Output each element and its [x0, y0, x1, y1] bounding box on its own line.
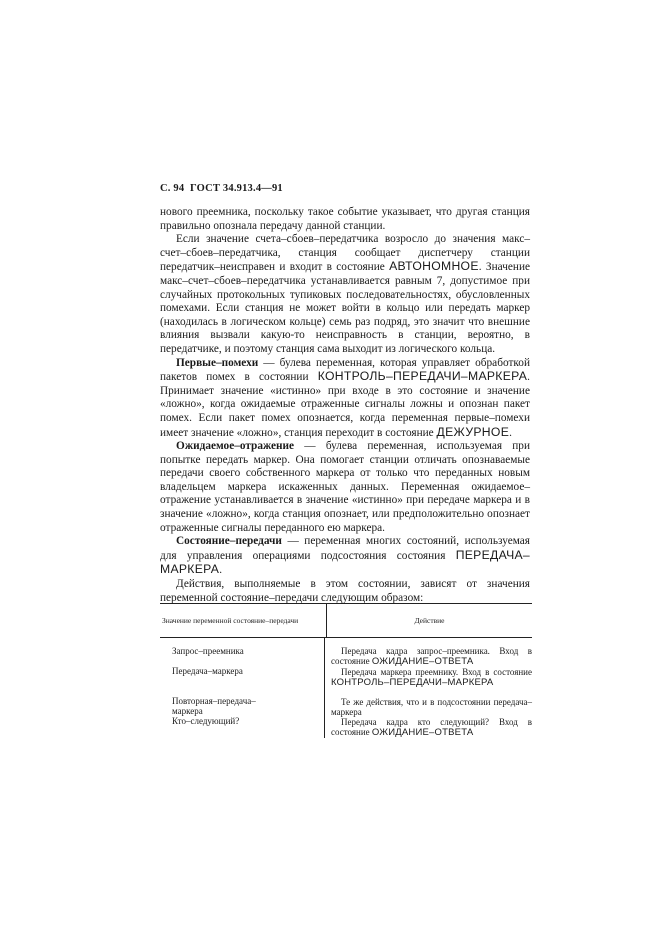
state-name: КОНТРОЛЬ–ПЕРЕДАЧИ–МАРКЕРА [317, 369, 528, 384]
transmit-state-table [160, 603, 532, 738]
table-cell-action: Передача кадра кто следующий? Вход в состояние ОЖИДАНИЕ–ОТВЕТА [331, 717, 532, 738]
table-body [160, 638, 532, 738]
state-name: АВТОНОМНОЕ [389, 259, 479, 274]
paragraph-2: Если значение счета–сбоев–передатчика возросло до значения макс–счет–сбоев–передатчика, станция сообщает диспетчеру станции передатчик–неисправен и входит в состояние АВТОНОМНОЕ. Значение макс–счет–сбоев–передатчика устанавливается равным 7, допустимое при случайных протокольных тупиковых последовательностях, обусловленных помехами. Если станция не может войти в кольцо или передать маркер (находилась в логическом кольце) семь раз подряд, это значит что внешние влияния вызвали какую-то неисправность в станции, вероятно, в передатчике, и поэтому станция сама выходит из логического кольца. [160, 233, 530, 355]
table-header-value: Значение переменной состояние–передачи [160, 604, 327, 637]
table-cell-value: Повторная–передача–маркера [172, 696, 256, 716]
table-cell-value: Передача–маркера [172, 666, 243, 676]
table-cell-action: Те же действия, что и в подсостоянии передача–маркера [331, 697, 532, 717]
table-cell-action: Передача маркера преемнику. Вход в состояние КОНТРОЛЬ–ПЕРЕДАЧИ–МАРКЕРА [331, 667, 532, 688]
paragraph-3: Первые–помехи — булева переменная, которая управляет обработкой пакетов помех в состоянии КОНТРОЛЬ–ПЕРЕДАЧИ–МАРКЕРА. Принимает значение «истинно» при входе в это состояние и значение «ложно», когда ожидаемые отраженные сигналы ложны и опознан пакет помех. Если пакет помех опознается, когда переменная первые–помехи имеет значение «ложно», станция переходит в состояние ДЕЖУРНОЕ. [160, 356, 530, 439]
paragraph-1: нового преемника, поскольку такое событие указывает, что другая станция правильно опознала передачу данной станции. [160, 206, 530, 232]
body-text [160, 206, 530, 605]
paragraph-6: Действия, выполняемые в этом состоянии, зависят от значения переменной состояние–передачи следующим образом: [160, 578, 530, 604]
table-header-row [160, 604, 532, 637]
table-value-column [160, 638, 325, 738]
paragraph-5: Состояние–передачи — переменная многих состояний, используемая для управления операциями подсостояния состояния ПЕРЕДАЧА–МАРКЕРА. [160, 535, 530, 577]
standard-code: ГОСТ 34.913.4—91 [190, 183, 283, 194]
table-cell-value: Запрос–преемника [172, 646, 244, 656]
variable-term: Состояние–передачи [176, 535, 282, 548]
page-number: С. 94 [160, 183, 185, 194]
table-header-action: Действие [414, 615, 445, 625]
table-cell-value: Кто–следующий? [172, 716, 240, 726]
variable-term: Ожидаемое–отражение [176, 440, 295, 453]
paragraph-4: Ожидаемое–отражение — булева переменная, используемая при попытке передать маркер. Она помогает станции отличать опознаваемые передачи своего собственного маркера от только что переданных новым владельцем маркера искаженных данных. Переменная ожидаемое–отражение устанавливается в значение «истинно» при передаче маркера и в значение «ложно», когда станция опознает, или предположительно опознает отраженные сигналы переданного ею маркера. [160, 440, 530, 534]
table-action-column [325, 638, 532, 738]
variable-term: Первые–помехи [176, 356, 259, 369]
state-name: ДЕЖУРНОЕ [436, 424, 510, 439]
state-name: ПЕРЕДАЧА–МАРКЕРА [160, 547, 530, 577]
table-cell-action: Передача кадра запрос–преемника. Вход в состояние ОЖИДАНИЕ–ОТВЕТА [331, 646, 532, 667]
page-header [160, 183, 283, 194]
